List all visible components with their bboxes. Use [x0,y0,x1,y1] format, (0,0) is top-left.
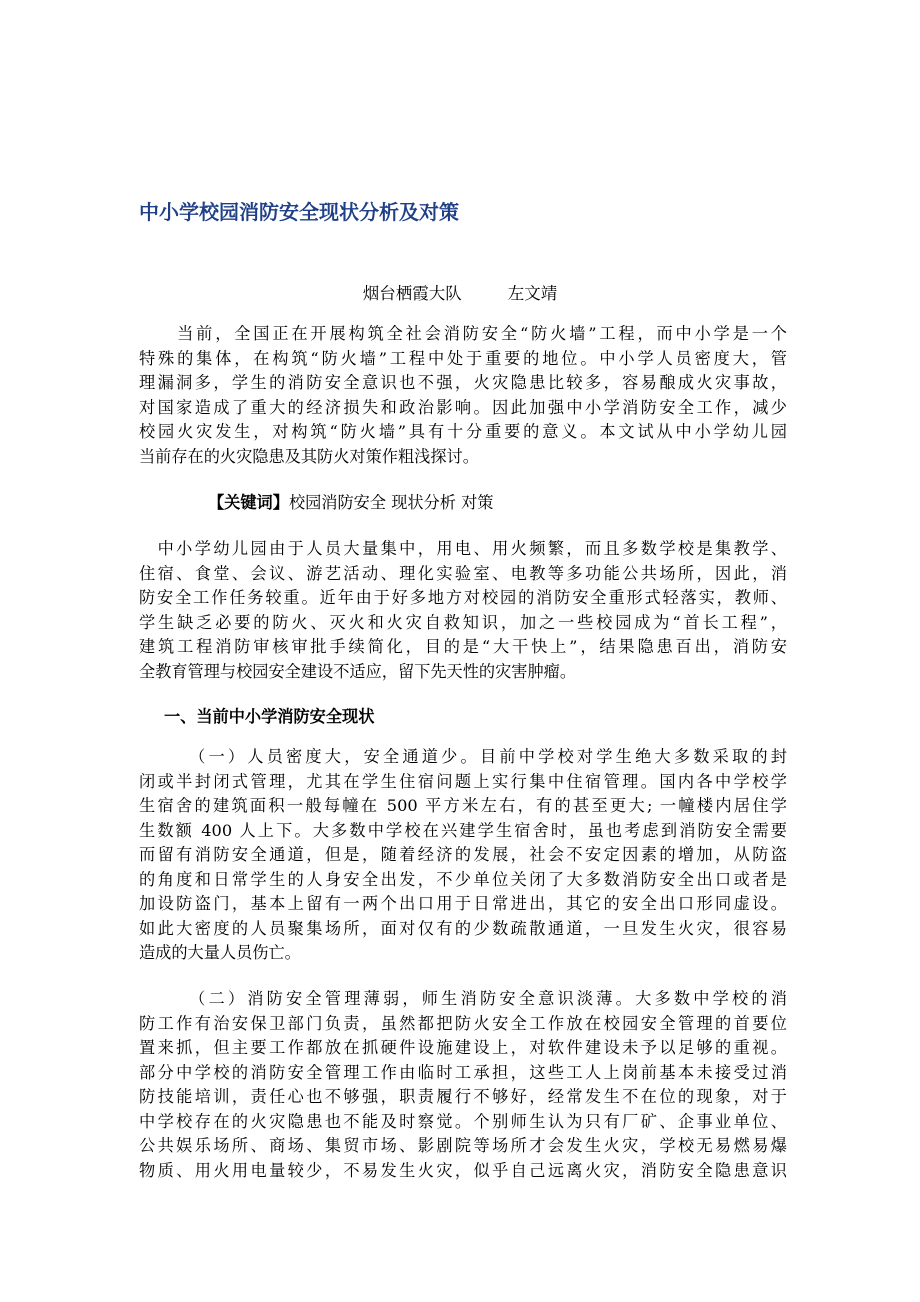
abstract-line: 当前存在的火灾隐患及其防火对策作粗浅探讨。 [139,446,479,466]
body-line: 的角度和日常学生的人身安全出发，不少单位关闭了大多数消防安全出口或者是 [139,869,787,889]
body-line: 防技能培训，责任心也不够强，职责履行不够好，经常发生不在位的现象，对于 [139,1087,787,1106]
body-line: 加设防盗门，基本上留有一两个出口用于日常进出，其它的安全出口形同虚设。 [139,894,787,913]
author-byline [0,280,920,304]
abstract-line: 理漏洞多，学生的消防安全意识也不强，火灾隐患比较多，容易酿成火灾事故， [139,373,787,392]
abstract-line: 特殊的集体，在构筑“防火墙”工程中处于重要的地位。中小学人员密度大，管 [139,348,787,368]
body-line: （一）人员密度大，安全通道少。目前中学校对学生绝大多数采取的封 [139,747,787,766]
keywords-label: 【关键词】 [208,493,289,512]
intro-line: 中小学幼儿园由于人员大量集中，用电、用火频繁，而且多数学校是集教学、 [139,539,787,558]
intro-line: 全教育管理与校园安全建设不适应，留下先天性的灾害肿瘤。 [139,661,577,681]
body-line: （二）消防安全管理薄弱，师生消防安全意识淡薄。大多数中学校的消 [139,989,787,1008]
body-line: 而留有消防安全通道，但是，随着经济的发展，社会不安定因素的增加，从防盗 [139,845,787,864]
section-heading: 一、当前中小学消防安全现状 [164,707,375,726]
abstract-line: 当前，全国正在开展构筑全社会消防安全“防火墙”工程，而中小学是一个 [139,324,787,343]
intro-paragraph [139,537,787,684]
abstract-line: 对国家造成了重大的经济损失和政治影响。因此加强中小学消防安全工作，减少 [139,397,787,417]
intro-line: 学生缺乏必要的防火、灭火和火灾自救知识，加之一些校园成为“首长工程”， [139,612,787,632]
intro-line: 防安全工作任务较重。近年由于好多地方对校园的消防安全重形式轻落实，教师、 [139,588,787,607]
body-line: 造成的大量人员伤亡。 [139,943,301,962]
intro-line: 住宿、食堂、会议、游艺活动、理化实验室、电教等多功能公共场所，因此，消 [139,563,787,583]
keywords-line [208,489,493,513]
document-title: 中小学校园消防安全现状分析及对策 [139,200,459,224]
body-line: 防工作有治安保卫部门负责，虽然都把防火安全工作放在校园安全管理的首要位 [139,1013,787,1033]
author-name: 左文靖 [507,284,558,303]
body-line: 公共娱乐场所、商场、集贸市场、影剧院等场所才会发生火灾，学校无易燃易爆 [139,1136,787,1155]
section1-paragraph-1 [139,745,787,966]
abstract-paragraph [139,322,787,469]
body-line: 部分中学校的消防安全管理工作由临时工承担，这些工人上岗前基本未接受过消 [139,1062,787,1082]
section1-paragraph-2 [139,987,787,1183]
body-line: 如此大密度的人员聚集场所，面对仅有的少数疏散通道，一旦发生火灾，很容易 [139,918,787,938]
intro-line: 建筑工程消防审核审批手续简化，目的是“大干快上”，结果隐患百出，消防安 [139,637,787,656]
keywords-text: 校园消防安全 现状分析 对策 [288,493,494,512]
body-line: 中学校存在的火灾隐患也不能及时察觉。个别师生认为只有厂矿、企事业单位、 [139,1111,787,1131]
body-line: 闭或半封闭式管理，尤其在学生住宿问题上实行集中住宿管理。国内各中学校学 [139,771,787,791]
body-line: 置来抓，但主要工作都放在抓硬件设施建设上，对软件建设未予以足够的重视。 [139,1038,787,1057]
body-line: 生数额 400 人上下。大多数中学校在兴建学生宿舍时，虽也考虑到消防安全需要 [139,820,787,840]
abstract-line: 校园火灾发生，对构筑“防火墙”具有十分重要的意义。本文试从中小学幼儿园 [139,422,787,441]
body-line: 物质、用火用电量较少，不易发生火灾，似乎自己远离火灾，消防安全隐患意识 [139,1160,787,1180]
body-line: 生宿舍的建筑面积一般每幢在 500 平方米左右，有的甚至更大; 一幢楼内居住学 [139,796,787,815]
author-unit: 烟台栖霞大队 [362,284,462,303]
